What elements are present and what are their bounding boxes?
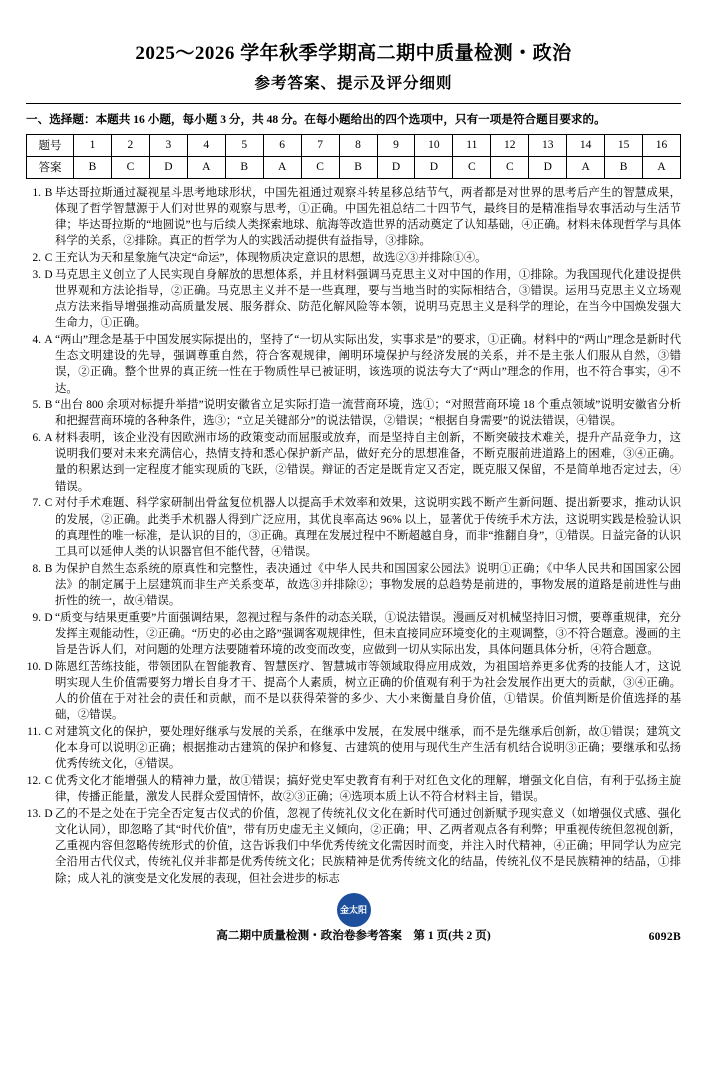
explanation-text: “两山”理念是基于中国发展实际提出的，坚持了“一切从实际出发，实事求是”的要求，①正确。材料中的“两山”理念是新时代生态文明建设的先导，强调尊重自然，符合客观规律，阐明环境保护与经济发展的关系，并不是主张人们服从自然，③错误，②正确。整个世界的真正统一性在于物质性早已被证明，该选项的说法夸大了“两山”理念的作用，也不符合事实，④不达。 (55, 333, 681, 395)
table-cell: 4 (187, 134, 225, 156)
table-cell: 10 (415, 134, 453, 156)
explanation-text: 毕达哥拉斯通过凝视星斗思考地球形状，中国先祖通过观察斗转星移总结节气，两者都是对世界的思考后产生的智慧成果，体现了哲学智慧源于人们对世界的观察与思考，①正确。中国先祖总结二十四节气，最终目的是精准指导农事活动与生活节律；毕达哥拉斯的“地圆说”也与后续人类探索地球、航海等改造世界的活动奠定了认知基础，④正确。材料未体现哲学与具体科学的关系，②排除。真正的哲学为人的实践活动提供有益指导，③排除。 (55, 186, 681, 248)
explanation-text: 为保护自然生态系统的原真性和完整性，表决通过《中华人民共和国国家公园法》说明①正确；《中华人民共和国国家公园法》的制定属于上层建筑而非生产关系变革，故选③并排除②；事物发展的总趋势是前进的，事物发展的道路是前进性与曲折性的统一，故④错误。 (55, 562, 681, 607)
table-cell: A (263, 156, 301, 178)
table-cell: 12 (491, 134, 529, 156)
publisher-logo-icon: 金太阳 (337, 893, 371, 927)
explanation-option: B (44, 186, 53, 199)
section-heading: 一、选择题：本题共 16 小题，每小题 3 分，共 48 分。在每小题给出的四个选项中，只有一项是符合题目要求的。 (26, 113, 606, 126)
table-cell: B (74, 156, 112, 178)
explanation-option: B (44, 399, 53, 412)
table-cell: D (149, 156, 187, 178)
table-cell: 7 (301, 134, 339, 156)
table-cell: B (339, 156, 377, 178)
title-divider (26, 103, 681, 104)
explanation-option: C (44, 497, 53, 510)
explanation-number: 4. (32, 333, 41, 346)
explanation-number: 2. (32, 252, 41, 265)
explanation-item (26, 806, 681, 887)
explanation-text: 对建筑文化的保护，要处理好继承与发展的关系，在继承中发展，在发展中继承，而不是先继承后创新，故①错误；建筑文化本身可以说明②正确；根据推动古建筑的保护和修复、古建筑的使用与现代生产生活有机结合说明③正确；要继承和弘扬优秀传统文化，④错误。 (55, 725, 681, 771)
explanation-text: “出台 800 余项对标提升举措”说明安徽省立足实际打造一流营商环境，选①；“对照营商环境 18 个重点领域”说明安徽省分析和把握营商环境的各种条件，选③；“立足关键部分”的说法错误，②错误；“根据自身需要”的说法错误，④错误。 (55, 399, 681, 428)
explanation-number: 11. (27, 725, 41, 738)
table-cell: 13 (529, 134, 567, 156)
explanation-option: D (44, 611, 53, 624)
explanation-option: C (44, 775, 53, 788)
explanation-item (26, 495, 681, 560)
table-row-numbers (27, 134, 681, 156)
table-cell: 16 (643, 134, 681, 156)
table-cell: 6 (263, 134, 301, 156)
table-cell: 1 (74, 134, 112, 156)
explanation-number: 8. (32, 562, 41, 575)
explanation-option: A (44, 432, 53, 445)
table-cell: D (529, 156, 567, 178)
explanation-option: B (44, 562, 53, 575)
table-cell: 11 (453, 134, 491, 156)
answer-table (26, 134, 681, 179)
row-label-number: 题号 (27, 134, 74, 156)
footer-paper-code: 6092B (648, 929, 681, 943)
explanation-list (26, 185, 681, 887)
explanation-number: 9. (32, 611, 41, 624)
table-cell: D (415, 156, 453, 178)
explanation-number: 1. (32, 186, 41, 199)
table-cell: C (453, 156, 491, 178)
table-cell: 14 (567, 134, 605, 156)
explanation-text: 材料表明，该企业没有因欧洲市场的政策变动而屈服或放弃，而是坚持自主创新，不断突破技术难关，提升产品竞争力，这说明我们要对未来充满信心，热情支持和悉心保护新产品，做好充分的思想准备，不断克服前进道路上的困难，③④正确。量的积累达到一定程度才能实现质的飞跃，②错误。辩证的否定是既肯定又否定，既克服又保留，不是简单地否定过去，④错误。 (55, 432, 681, 493)
table-cell: 8 (339, 134, 377, 156)
table-cell: 9 (377, 134, 415, 156)
explanation-number: 12. (26, 775, 41, 788)
table-cell: 2 (111, 134, 149, 156)
explanation-text: 乙的不是之处在于完全否定复古仪式的价值，忽视了传统礼仪文化在新时代可通过创新赋予现实意义（如增强仪式感、强化文化认同），即忽略了其“时代价值”，带有历史虚无主义倾向，②正确；甲、乙两者观点各有利弊；甲重视传统但忽视创新，乙重视内容但忽略传统形式的价值，这告诉我们中华优秀传统文化需因时而变，并注入时代精神，④正确；甲同学认为应完全沿用古代仪式，传统礼仪并非都是优秀传统文化；民族精神是优秀传统文化的结晶，传统礼仪不是民族精神的结晶，①排除；成人礼的演变是文化发展的表现，但社会进步的标志 (55, 807, 681, 885)
explanation-option: C (44, 725, 53, 738)
explanation-item (26, 561, 681, 610)
explanation-number: 7. (32, 497, 41, 510)
explanation-text: 陈恩红苦练技能，带领团队在智能教育、智慧医疗、智慧城市等领域取得应用成效，为祖国培养更多优秀的技能人才，这说明实现人生价值需要努力增长自身才干、提高个人素质，树立正确的价值观有利于为社会发展作出更大的贡献，③④正确。人的价值在于对社会的责任和贡献，而不是以获得荣誉的多少、大小来衡量自身价值，①错误。价值判断是价值选择的基础，②错误。 (55, 660, 681, 722)
page-subtitle: 参考答案、提示及评分细则 (254, 75, 453, 92)
explanation-item (26, 724, 681, 773)
explanation-item (26, 610, 681, 659)
explanation-number: 5. (32, 399, 41, 412)
row-label-answer: 答案 (27, 156, 74, 178)
explanation-number: 3. (32, 268, 41, 281)
table-cell: 3 (149, 134, 187, 156)
explanation-number: 10. (26, 660, 41, 673)
explanation-item (26, 659, 681, 724)
table-cell: C (491, 156, 529, 178)
table-cell: A (567, 156, 605, 178)
table-cell: B (225, 156, 263, 178)
explanation-item (26, 267, 681, 332)
table-cell: 5 (225, 134, 263, 156)
table-cell: A (643, 156, 681, 178)
table-cell: B (605, 156, 643, 178)
explanation-text: “质变与结果更重要”片面强调结果，忽视过程与条件的动态关联，①说法错误。漫画反对机械坚持旧习惯，要尊重规律，充分发挥主观能动性，②正确。“历史的必由之路”强调客观规律性，但未直接同应环境变化的主观调整，③不符合题意。漫画的主旨是告诉人们，对问题的处理方法要随着环境的改变而改变，应做到一切从实际出发，具体问题具体分析，④符合题意。 (55, 611, 681, 657)
table-cell: C (301, 156, 339, 178)
explanation-text: 对付手术难题、科学家研制出骨盆复位机器人以提高手术效率和效果，这说明实践不断产生新问题、提出新要求，推动认识的发展，②正确。此类手术机器人得到广泛应用，其优良率高达 96% 以上，显著优于传统手术方法，这说明实践是检验认识的真理性的唯一标准，是认识的目的，③正确。真理在发展过程中不断超越自身，而非“推翻自身”，①错误。日益完备的认识工具可以延伸人类的认识器官但不能代替，④错误。 (55, 497, 681, 558)
explanation-option: C (44, 252, 53, 265)
explanation-option: A (44, 333, 53, 346)
page-footer (26, 901, 681, 947)
page-title: 2025～2026 学年秋季学期高二期中质量检测・政治 (135, 43, 572, 64)
table-cell: 15 (605, 134, 643, 156)
explanation-item (26, 430, 681, 495)
explanation-item (26, 332, 681, 397)
table-row-answers (27, 156, 681, 178)
explanation-item (26, 773, 681, 805)
explanation-item (26, 250, 681, 266)
explanation-text: 王充认为天和星象施气决定“命运”，体现物质决定意识的思想，故选②③并排除①④。 (55, 252, 487, 265)
explanation-item (26, 397, 681, 429)
explanation-number: 6. (32, 432, 41, 445)
explanation-number: 13. (26, 807, 41, 820)
explanation-text: 马克思主义创立了人民实现自身解放的思想体系，并且材料强调马克思主义对中国的作用，①排除。为我国现代化建设提供世界观和方法论指导，②正确。马克思主义并不是一些真理，要与当地当时的实际相结合，③错误。运用马克思主义立场观点方法来指导增强推动高质量发展、服务群众、防范化解风险等本领，说明马克思主义是科学的理论，在当今中国焕发强大生命力，①正确。 (55, 268, 681, 330)
table-cell: D (377, 156, 415, 178)
table-cell: A (187, 156, 225, 178)
explanation-option: D (44, 268, 53, 281)
footer-page-label: 高二期中质量检测・政治卷参考答案 第 1 页(共 2 页) (216, 928, 491, 942)
explanation-item (26, 185, 681, 250)
explanation-option: D (44, 807, 53, 820)
explanation-option: D (44, 660, 53, 673)
table-cell: C (111, 156, 149, 178)
explanation-text: 优秀文化才能增强人的精神力量，故①错误；搞好党史军史教育有利于对红色文化的理解，增强文化自信，有利于弘扬主旋律，传播正能量，激发人民群众爱国情怀，故②③正确；④选项本质上认不符合材料主旨，错误。 (55, 775, 681, 804)
